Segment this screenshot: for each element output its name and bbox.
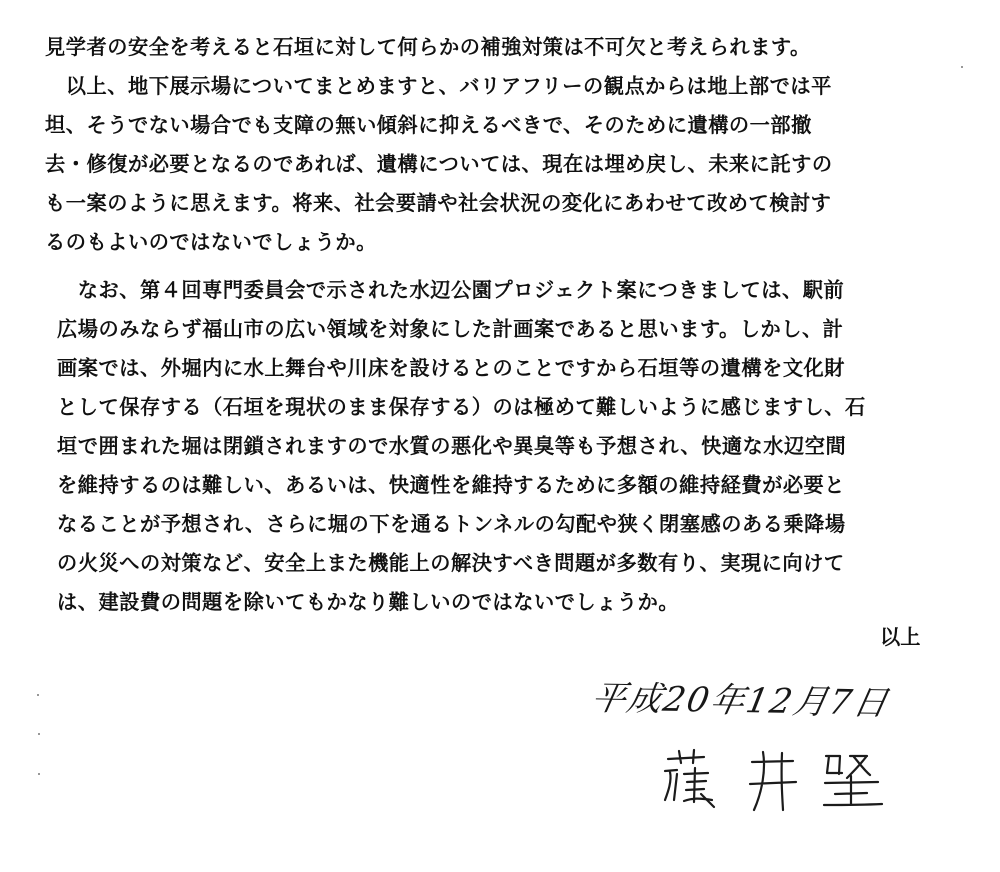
document-line-12: を維持するのは難しい、あるいは、快適性を維持するために多額の維持経費が必要と: [57, 473, 846, 497]
scan-speck: [38, 733, 40, 735]
document-line-14: の火災への対策など、安全上また機能上の解決すべき問題が多数有り、実現に向けて: [57, 551, 845, 575]
document-line-3: 坦、そうでない場合でも支障の無い傾斜に抑えるべきで、そのために遺構の一部撤: [45, 113, 812, 137]
document-line-5: も一案のように思えます。将来、社会要請や社会状況の変化にあわせて改めて検討す: [45, 191, 832, 215]
document-line-8: 広場のみならず福山市の広い領域を対象にした計画案であると思います。しかし、計: [57, 317, 844, 341]
scan-speck: [37, 694, 39, 696]
document-line-10: として保存する（石垣を現状のまま保存する）のは極めて難しいように感じますし、石: [57, 395, 866, 419]
document-line-6: るのもよいのではないでしょうか。: [45, 230, 377, 254]
document-line-7: なお、第４回専門委員会で示された水辺公園プロジェクト案につきましては、駅前: [57, 278, 845, 302]
scan-speck: [961, 66, 963, 68]
document-line-15: は、建設費の問題を除いてもかなり難しいのではないでしょうか。: [57, 590, 680, 614]
document-line-11: 垣で囲まれた堀は閉鎖されますので水質の悪化や異臭等も予想され、快適な水辺空間: [57, 434, 847, 458]
signature-strokes: [656, 744, 896, 814]
handwritten-signature: [656, 744, 896, 814]
document-line-13: なることが予想され、さらに堀の下を通るトンネルの勾配や狭く閉塞感のある乗降場: [57, 512, 846, 536]
scan-speck: [38, 773, 40, 775]
document-line-2: 以上、地下展示場についてまとめますと、バリアフリーの観点からは地上部では平: [45, 74, 832, 98]
document-line-1: 見学者の安全を考えると石垣に対して何らかの補強対策は不可欠と考えられます。: [45, 35, 811, 59]
handwritten-date: 平成20年12月7日: [587, 678, 893, 724]
document-line-9: 画案では、外堀内に水上舞台や川床を設けるとのことですから石垣等の遺構を文化財: [57, 356, 846, 380]
closing-mark: 以上: [880, 625, 921, 649]
document-line-4: 去・修復が必要となるのであれば、遺構については、現在は埋め戻し、未来に託すの: [45, 152, 833, 176]
